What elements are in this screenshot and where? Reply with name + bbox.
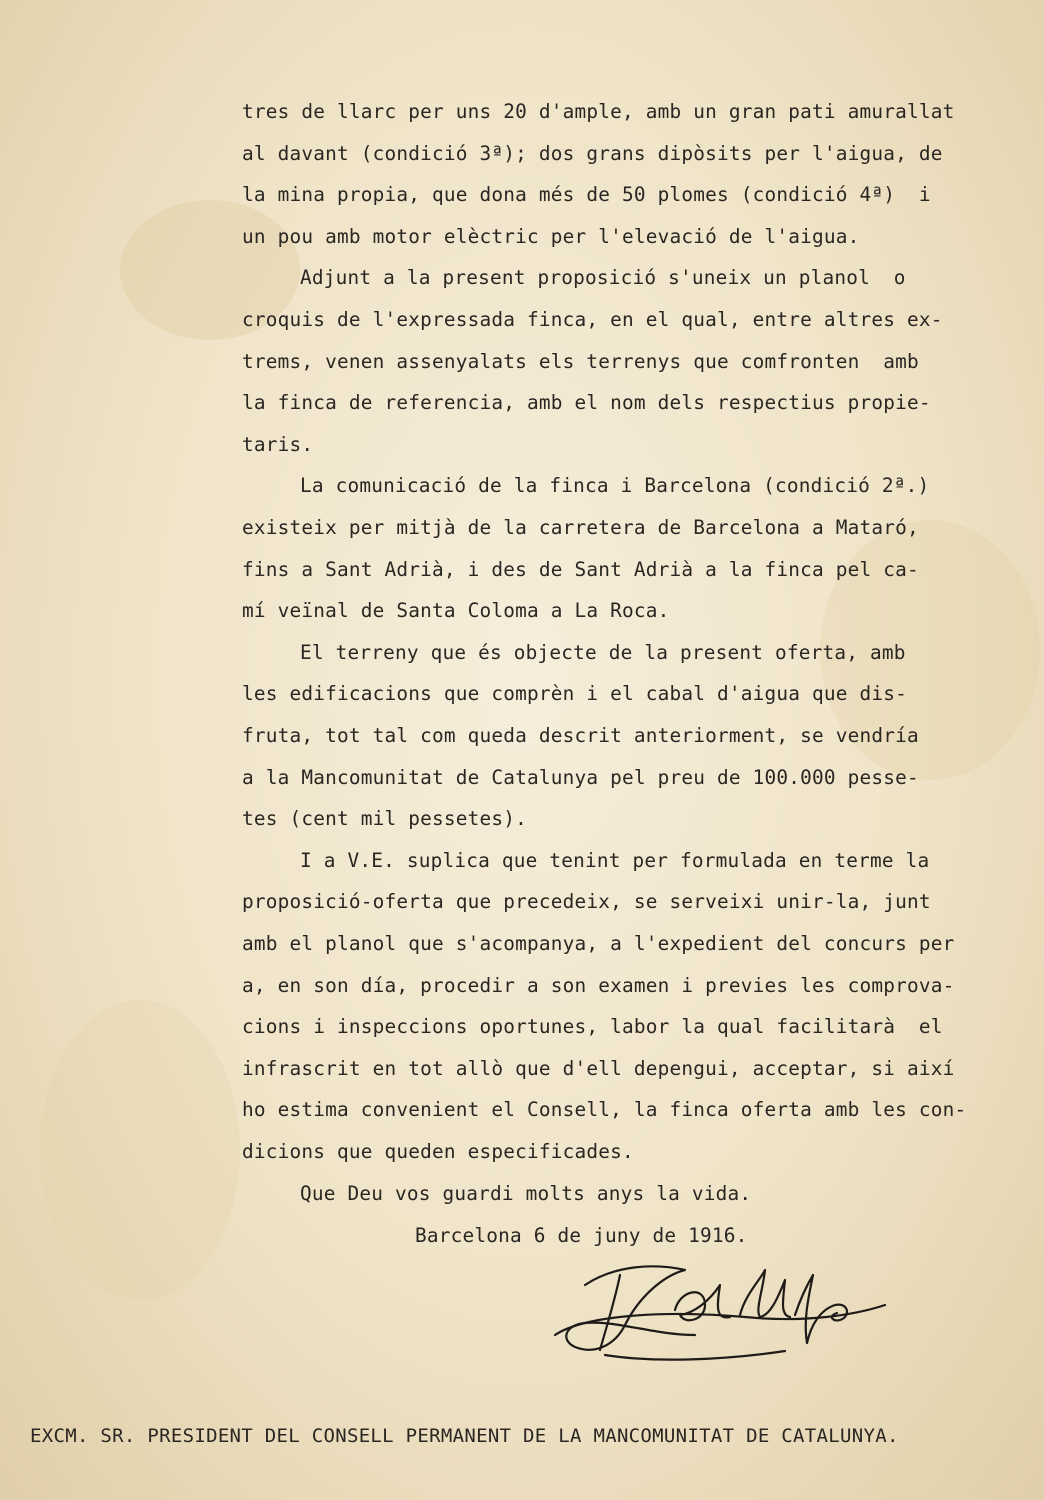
letter-line: fruta, tot tal com queda descrit anteriorment, se vendría xyxy=(242,724,919,747)
letter-line: I a V.E. suplica que tenint per formulada en terme la xyxy=(300,849,930,872)
letter-line: a la Mancomunitat de Catalunya pel preu de 100.000 pesse- xyxy=(242,766,919,789)
letter-line: El terreny que és objecte de la present oferta, amb xyxy=(300,641,906,664)
letter-line: al davant (condició 3ª); dos grans dipòsits per l'aigua, de xyxy=(242,142,943,165)
letter-line: fins a Sant Adrià, i des de Sant Adrià a la finca pel ca- xyxy=(242,558,919,581)
letter-line: la mina propia, que dona més de 50 plomes (condició 4ª) i xyxy=(242,183,931,206)
date-line: Barcelona 6 de juny de 1916. xyxy=(415,1224,748,1247)
letter-line: taris. xyxy=(242,433,314,456)
letter-line: ho estima convenient el Consell, la finca oferta amb les con- xyxy=(242,1098,967,1121)
letter-line: la finca de referencia, amb el nom dels respectius propie- xyxy=(242,391,931,414)
letter-line: infrascrit en tot allò que d'ell depengui, acceptar, si així xyxy=(242,1057,955,1080)
letter-line: mí veïnal de Santa Coloma a La Roca. xyxy=(242,599,670,622)
letter-line: les edificacions que comprèn i el cabal d'aigua que dis- xyxy=(242,682,907,705)
addressee-line: EXCM. SR. PRESIDENT DEL CONSELL PERMANENT DE LA MANCOMUNITAT DE CATALUNYA. xyxy=(30,1425,899,1447)
letter-line: La comunicació de la finca i Barcelona (condició 2ª.) xyxy=(300,474,930,497)
letter-line: tres de llarc per uns 20 d'ample, amb un gran pati amurallat xyxy=(242,100,955,123)
signature xyxy=(545,1255,905,1375)
letter-line: croquis de l'expressada finca, en el qual, entre altres ex- xyxy=(242,308,943,331)
letter-line: Adjunt a la present proposició s'uneix un planol o xyxy=(300,266,906,289)
letter-line: existeix per mitjà de la carretera de Barcelona a Mataró, xyxy=(242,516,919,539)
letter-line: trems, venen assenyalats els terrenys que comfronten amb xyxy=(242,350,919,373)
letter-line: a, en son día, procedir a son examen i previes les comprova- xyxy=(242,974,955,997)
letter-line: un pou amb motor elèctric per l'elevació de l'aigua. xyxy=(242,225,860,248)
letter-line: amb el planol que s'acompanya, a l'expedient del concurs per xyxy=(242,932,955,955)
letter-line: dicions que queden especificades. xyxy=(242,1140,634,1163)
paper-stain xyxy=(40,1000,240,1300)
letter-line: cions i inspeccions oportunes, labor la qual facilitarà el xyxy=(242,1015,943,1038)
letter-line: tes (cent mil pessetes). xyxy=(242,807,527,830)
letter-line: Que Deu vos guardi molts anys la vida. xyxy=(300,1182,752,1205)
letter-line: proposició-oferta que precedeix, se serveixi unir-la, junt xyxy=(242,890,931,913)
